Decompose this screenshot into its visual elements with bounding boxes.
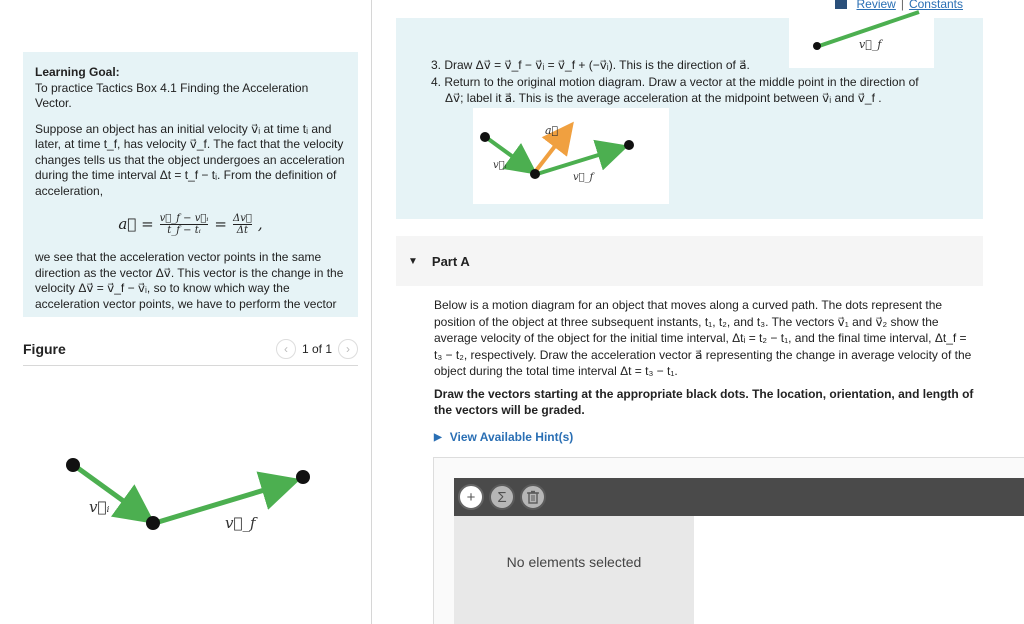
caret-down-icon: ▼: [408, 255, 418, 267]
properties-panel: [454, 516, 694, 624]
next-figure-button[interactable]: ›: [338, 339, 358, 359]
tactics-steps: [431, 57, 951, 107]
vf-label: v⃗_f: [225, 514, 256, 532]
learning-goal-box: [23, 52, 358, 317]
acc-vf-label: v⃗_f: [573, 172, 594, 183]
dot-1: [66, 458, 80, 472]
caret-right-icon: ▶: [434, 431, 442, 443]
learning-goal-title: Learning Goal:: [35, 65, 120, 79]
trash-icon: [527, 490, 539, 504]
figure-page-count: 1 of 1: [301, 341, 332, 356]
dot-2: [146, 516, 160, 530]
eq-den-1: t_f − tᵢ: [167, 225, 201, 236]
acceleration-equation: [35, 213, 346, 236]
eq-fraction-1: [160, 213, 209, 236]
intro-paragraph: Suppose an object has an initial velocity v⃗ᵢ at time tᵢ and later, at time t_f, has velocity v⃗_f. The fact that the velocity changes tells us that the object undergoes an acceleration during the time interval Δt = t_f − tᵢ. From the definition of acceleration,: [35, 121, 345, 198]
motion-diagram-figure: [23, 440, 343, 550]
vector-sum-button[interactable]: Σ: [489, 484, 515, 510]
vf-vector: [155, 482, 291, 523]
drawing-instructions: Draw the vectors starting at the appropriate black dots. The location, orientation, and length of the vectors will be graded.: [434, 387, 974, 417]
learning-goal-text: To practice Tactics Box 4.1 Finding the Acceleration Vector.: [35, 80, 309, 110]
panel-divider: [371, 0, 372, 624]
vi-vector: [75, 466, 147, 518]
acc-vi-label: v⃗ᵢ: [493, 160, 507, 171]
vi-label: v⃗ᵢ: [89, 498, 110, 516]
step-3: 3. Draw Δv⃗ = v⃗_f − v⃗ᵢ = v⃗_f + (−v⃗ᵢ). This is the direction of a⃗.: [431, 58, 750, 72]
left-panel: [0, 0, 372, 624]
drawing-toolbar: [454, 478, 1024, 516]
delete-button[interactable]: [520, 484, 546, 510]
drawing-canvas[interactable]: [694, 516, 1024, 624]
add-vector-button[interactable]: +: [458, 484, 484, 510]
figure-pager: [276, 339, 358, 359]
figure-header: [23, 332, 358, 366]
part-a-label: Part A: [431, 253, 470, 269]
link-separator: |: [900, 0, 904, 11]
review-link[interactable]: Review: [856, 0, 896, 11]
followup-paragraph: we see that the acceleration vector points in the same direction as the vector Δv⃗. This vector is the change in the velocity Δv⃗ = v⃗_f − v⃗ᵢ, so to know which way the acceleration vector points, we have to perform the vector: [35, 250, 344, 311]
hint-label: View Available Hint(s): [449, 430, 574, 444]
selection-status: No elements selected: [506, 554, 642, 570]
prev-figure-button[interactable]: ‹: [276, 339, 296, 359]
step-4-line-1: 4. Return to the original motion diagram. Draw a vector at the middle point in the direction of: [431, 74, 919, 89]
eq-num-1: v⃗_f − v⃗ᵢ: [159, 213, 209, 224]
eq-fraction-2: [233, 213, 252, 236]
acceleration-figure: [473, 108, 669, 204]
view-hints-link[interactable]: [434, 430, 573, 444]
top-vf-label: v⃗_f: [859, 38, 882, 51]
eq-equals: =: [214, 214, 227, 233]
step-4-line-2: Δv⃗; label it a⃗. This is the average acceleration at the midpoint between v⃗ᵢ and v⃗_f .: [445, 91, 882, 105]
book-icon: [835, 0, 847, 9]
dot-3: [296, 470, 310, 484]
figure-label: Figure: [23, 340, 66, 357]
acc-a-label: a⃗: [545, 124, 559, 137]
eq-lhs: a⃗ =: [118, 214, 154, 233]
question-text: Below is a motion diagram for an object that moves along a curved path. The dots represent the position of the object at three subsequent instants, t₁, t₂, and t₃. The vectors v⃗₁ and v⃗₂ show the average velocity of the object for the initial time interval, Δtᵢ = t₂ − t₁, and the final time interval, Δt_f = t₃ − t₂, respectively. Draw the acceleration vector a⃗ representing the change in average velocity of the object during the total time interval Δt = t₃ − t₁.: [434, 298, 972, 378]
eq-comma: ,: [257, 214, 263, 233]
constants-link[interactable]: Constants: [908, 0, 963, 11]
part-a-header[interactable]: [396, 236, 983, 286]
top-links: [835, 0, 963, 11]
eq-num-2: Δv⃗: [232, 213, 252, 224]
eq-den-2: Δt: [236, 225, 249, 236]
